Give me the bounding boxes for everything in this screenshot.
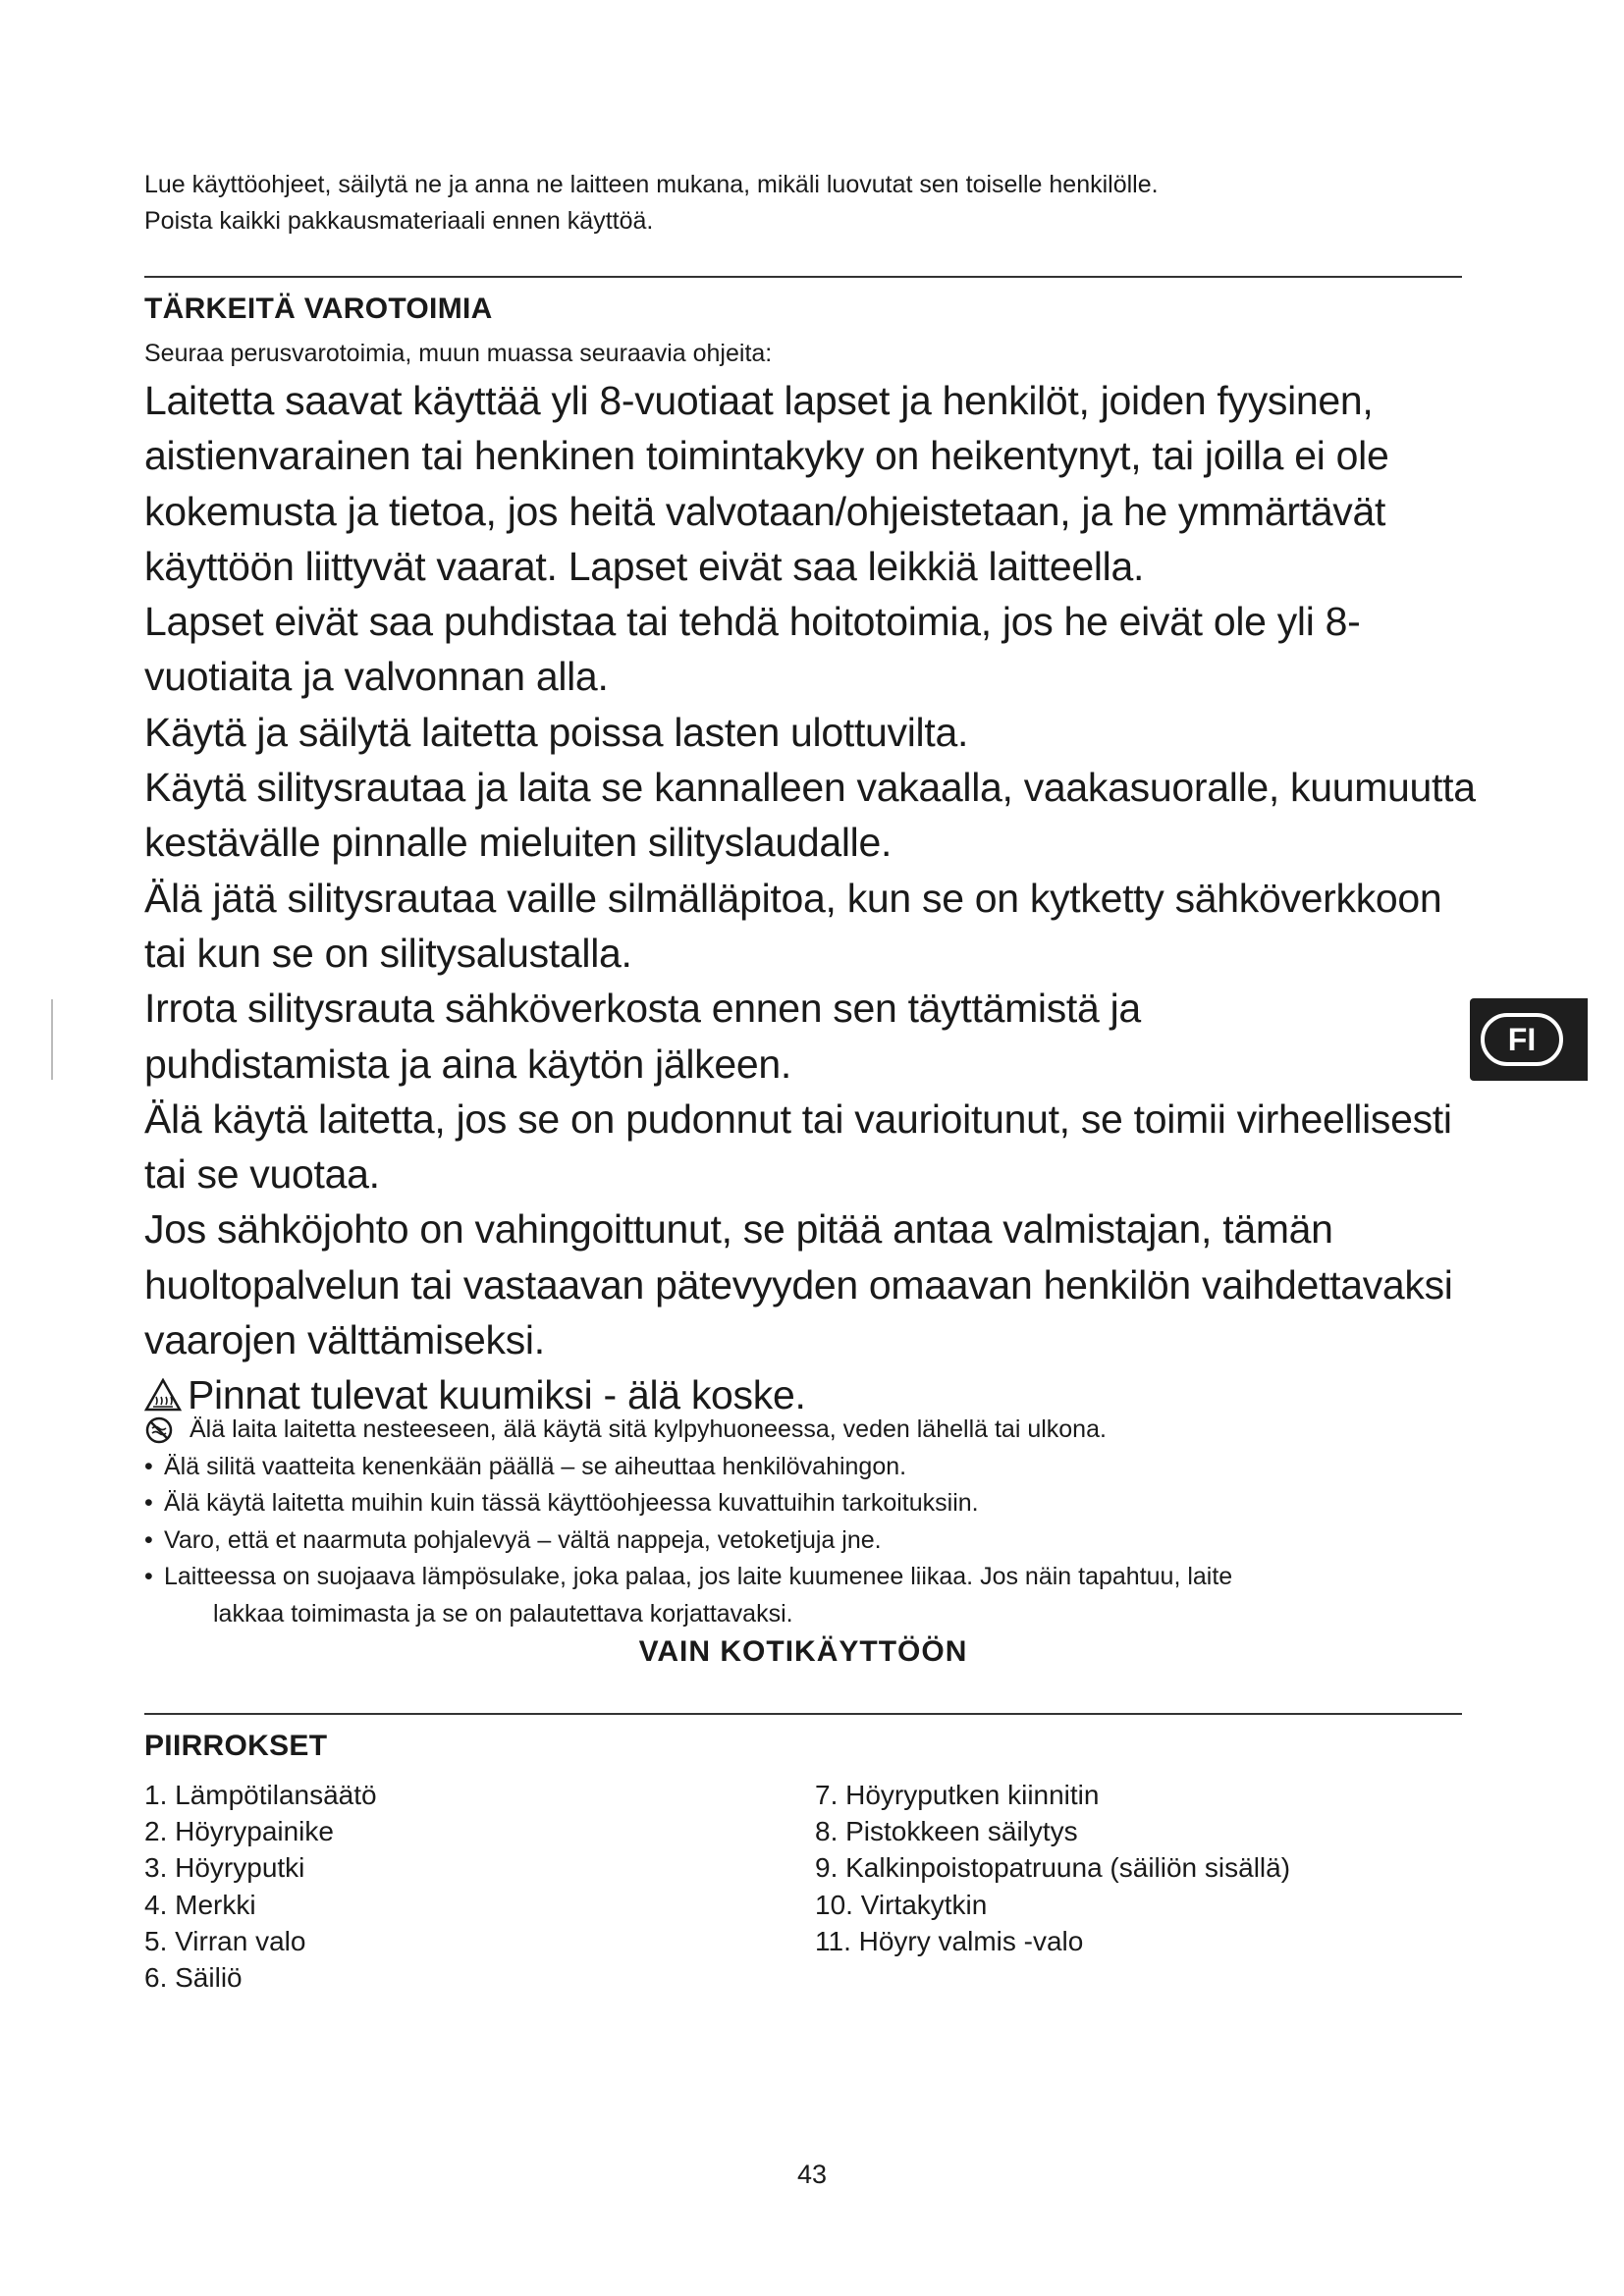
safety-paragraph: Lapset eivät saa puhdistaa tai tehdä hoitotoimia, jos he eivät ole yli 8-vuotiaita ja valvonnan alla. [144,599,1361,700]
feature-item: 1. Lämpötilansäätö [144,1780,377,1810]
safety-paragraph: Laitetta saavat käyttää yli 8-vuotiaat lapset ja henkilöt, joiden fyysinen, aistienvarainen tai henkinen toimintakyky on heikentynyt, tai joilla ei ole kokemusta ja tietoa, jos heitä valvotaan/ohjeistetaan, ja he ymmärtävät käyttöön liittyvät vaarat. Lapset eivät saa leikkiä laitteella. [144,378,1389,589]
safety-subheading: Seuraa perusvarotoimia, muun muassa seuraavia ohjeita: [144,340,773,367]
feature-item: 4. Merkki [144,1889,256,1920]
bullet-text: Laitteessa on suojaava lämpösulake, joka palaa, jos laite kuumenee liikaa. Jos näin tapahtuu, laite [164,1563,1233,1590]
divider [144,1713,1462,1715]
features-list-left [144,1777,377,1996]
language-code: FI [1507,1022,1537,1057]
hot-surface-icon [144,1378,182,1412]
list-item [144,1522,1480,1560]
domestic-use-notice: VAIN KOTIKÄYTTÖÖN [638,1635,968,1668]
bullet-text: Älä silitä vaatteita kenenkään päällä – se aiheuttaa henkilövahingon. [164,1452,907,1480]
water-warning [144,1412,1480,1449]
bullet-text: Varo, että et naarmuta pohjalevyä – vältä nappeja, vetoketjuja jne. [164,1525,882,1554]
list-item [144,1559,1480,1596]
bullet: • [144,1525,153,1554]
margin-line [51,999,53,1080]
bullet: • [144,1489,153,1517]
water-warning-text: Älä laita laitetta nesteeseen, älä käytä sitä kylpyhuoneessa, veden lähellä tai ulkona. [189,1415,1107,1443]
language-tab [1470,998,1588,1081]
intro-line: Poista kaikki pakkausmateriaali ennen käyttöä. [144,207,654,235]
additional-warnings [144,1412,1480,1632]
no-water-icon [144,1415,174,1445]
feature-item: 7. Höyryputken kiinnitin [815,1780,1100,1810]
feature-item: 2. Höyrypainike [144,1816,334,1847]
hot-surface-text: Pinnat tulevat kuumiksi - älä koske. [188,1372,806,1418]
bullet: • [144,1563,153,1590]
features-heading: PIIRROKSET [144,1730,328,1762]
bullet-text: Älä käytä laitetta muihin kuin tässä käyttöohjeessa kuvattuihin tarkoituksiin. [164,1489,979,1517]
feature-item: 3. Höyryputki [144,1852,305,1884]
intro-text [144,167,1470,240]
safety-paragraph: Älä käytä laitetta, jos se on pudonnut tai vaurioitunut, se toimii virheellisesti tai se vuotaa. [144,1095,1452,1198]
feature-item: 11. Höyry valmis -valo [815,1925,1084,1956]
safety-paragraph: Jos sähköjohto on vahingoittunut, se pitää antaa valmistajan, tämän huoltopalvelun tai vastaavan pätevyyden omaavan henkilön vaihdettavaksi vaarojen välttämiseksi. [144,1206,1453,1363]
bullet: • [144,1452,153,1480]
feature-item: 10. Virtakytkin [815,1889,988,1920]
feature-item: 6. Säiliö [144,1962,243,1994]
feature-item: 5. Virran valo [144,1925,306,1956]
intro-line: Lue käyttöohjeet, säilytä ne ja anna ne laitteen mukana, mikäli luovutat sen toiselle henkilölle. [144,171,1159,198]
safety-paragraph: Käytä ja säilytä laitetta poissa lasten ulottuvilta. [144,709,969,755]
safety-paragraph: Irrota silitysrauta sähköverkosta ennen sen täyttämistä ja puhdistamista ja aina käytön jälkeen. [144,986,1141,1087]
page-number: 43 [796,2160,828,2189]
feature-item: 9. Kalkinpoistopatruuna (säiliön sisällä) [815,1852,1291,1884]
safety-heading: TÄRKEITÄ VAROTOIMIA [144,293,493,325]
safety-paragraph: Älä jätä silitysrautaa vaille silmälläpitoa, kun se on kytketty sähköverkkoon tai kun se on silitysalustalla. [144,875,1442,976]
features-list-right [815,1777,1290,1959]
bullet-continuation: lakkaa toimimasta ja se on palautettava korjattavaksi. [213,1599,793,1628]
safety-paragraph: Käytä silitysrautaa ja laita se kannalleen vakaalla, vaakasuoralle, kuumuutta kestävälle pinnalle mieluiten silityslaudalle. [144,765,1476,866]
safety-instructions [144,373,1480,1423]
divider [144,276,1462,278]
list-item [144,1485,1480,1522]
feature-item: 8. Pistokkeen säilytys [815,1816,1078,1847]
list-item [144,1449,1480,1486]
